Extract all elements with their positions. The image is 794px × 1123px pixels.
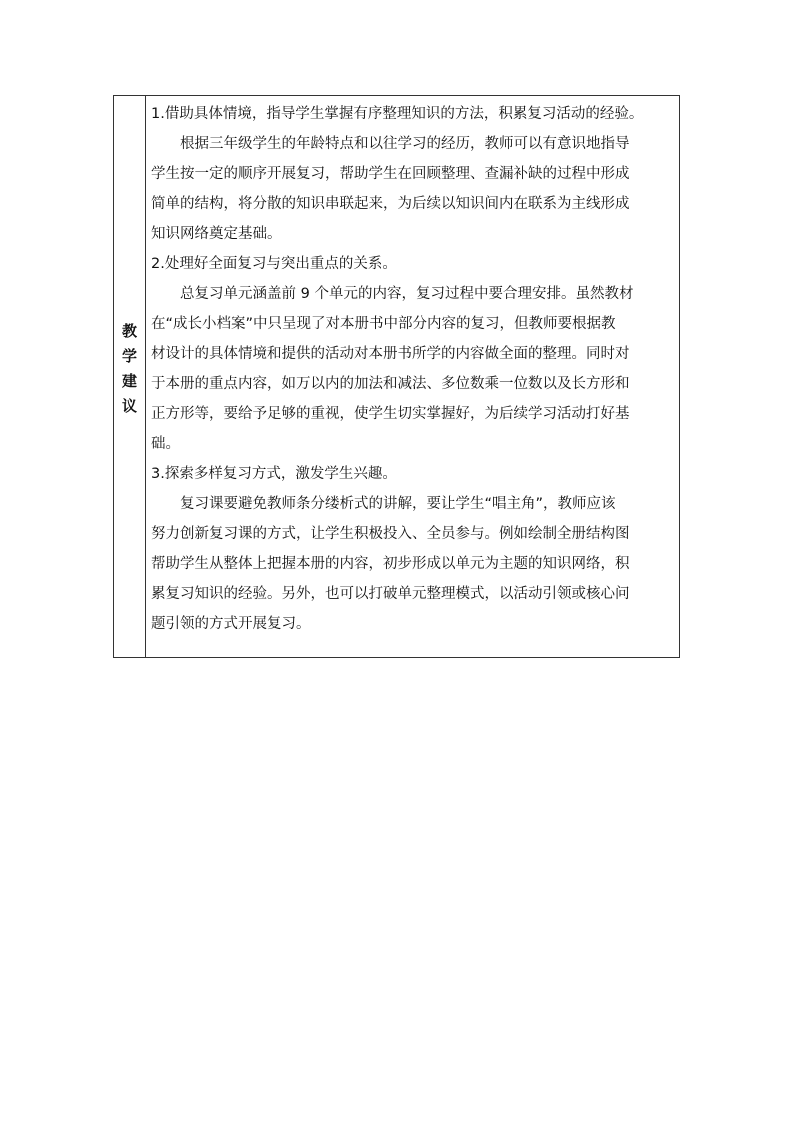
paragraph-line: 知识网络奠定基础。 [151,226,282,242]
paragraph-line: 简单的结构，将分散的知识串联起来，为后续以知识间内在联系为主线形成 [151,196,630,212]
paragraph-line: 学生按一定的顺序开展复习，帮助学生在回顾整理、查漏补缺的过程中形成 [151,166,630,182]
paragraph-line: 在“成长小档案”中只呈现了对本册书中部分内容的复习，但教师要根据教 [151,316,616,332]
heading-3: 3.探索多样复习方式，激发学生兴趣。 [151,466,397,482]
paragraph-line: 努力创新复习课的方式，让学生积极投入、全员参与。例如绘制全册结构图 [151,526,630,542]
content-cell [146,96,679,657]
paragraph-line: 根据三年级学生的年龄特点和以往学习的经历，教师可以有意识地指导 [180,136,630,152]
paragraph-line: 正方形等，要给予足够的重视，使学生切实掌握好，为后续学习活动打好基 [151,406,630,422]
label-cell [114,96,146,657]
heading-2: 2.处理好全面复习与突出重点的关系。 [151,256,397,272]
paragraph-line: 题引领的方式开展复习。 [151,616,311,632]
paragraph-line: 累复习知识的经验。另外，也可以打破单元整理模式，以活动引领或核心问 [151,586,630,602]
side-label-char: 建 [121,372,137,390]
paragraph-line: 总复习单元涵盖前 9 个单元的内容，复习过程中要合理安排。虽然教材 [180,286,634,302]
side-label-char: 议 [121,397,137,415]
paragraph-line: 于本册的重点内容，如万以内的加法和减法、多位数乘一位数以及长方形和 [151,376,630,392]
side-label [114,319,145,419]
side-label-char: 学 [121,347,137,365]
heading-1: 1.借助具体情境，指导学生掌握有序整理知识的方法，积累复习活动的经验。 [151,106,644,122]
paragraph-line: 础。 [151,436,180,452]
paragraph-line: 复习课要避免教师条分缕析式的讲解，要让学生“唱主角”，教师应该 [180,496,616,512]
suggestion-table [113,95,680,658]
paragraph-line: 材设计的具体情境和提供的活动对本册书所学的内容做全面的整理。同时对 [151,346,630,362]
side-label-char: 教 [121,322,137,340]
paragraph-line: 帮助学生从整体上把握本册的内容，初步形成以单元为主题的知识网络，积 [151,556,630,572]
